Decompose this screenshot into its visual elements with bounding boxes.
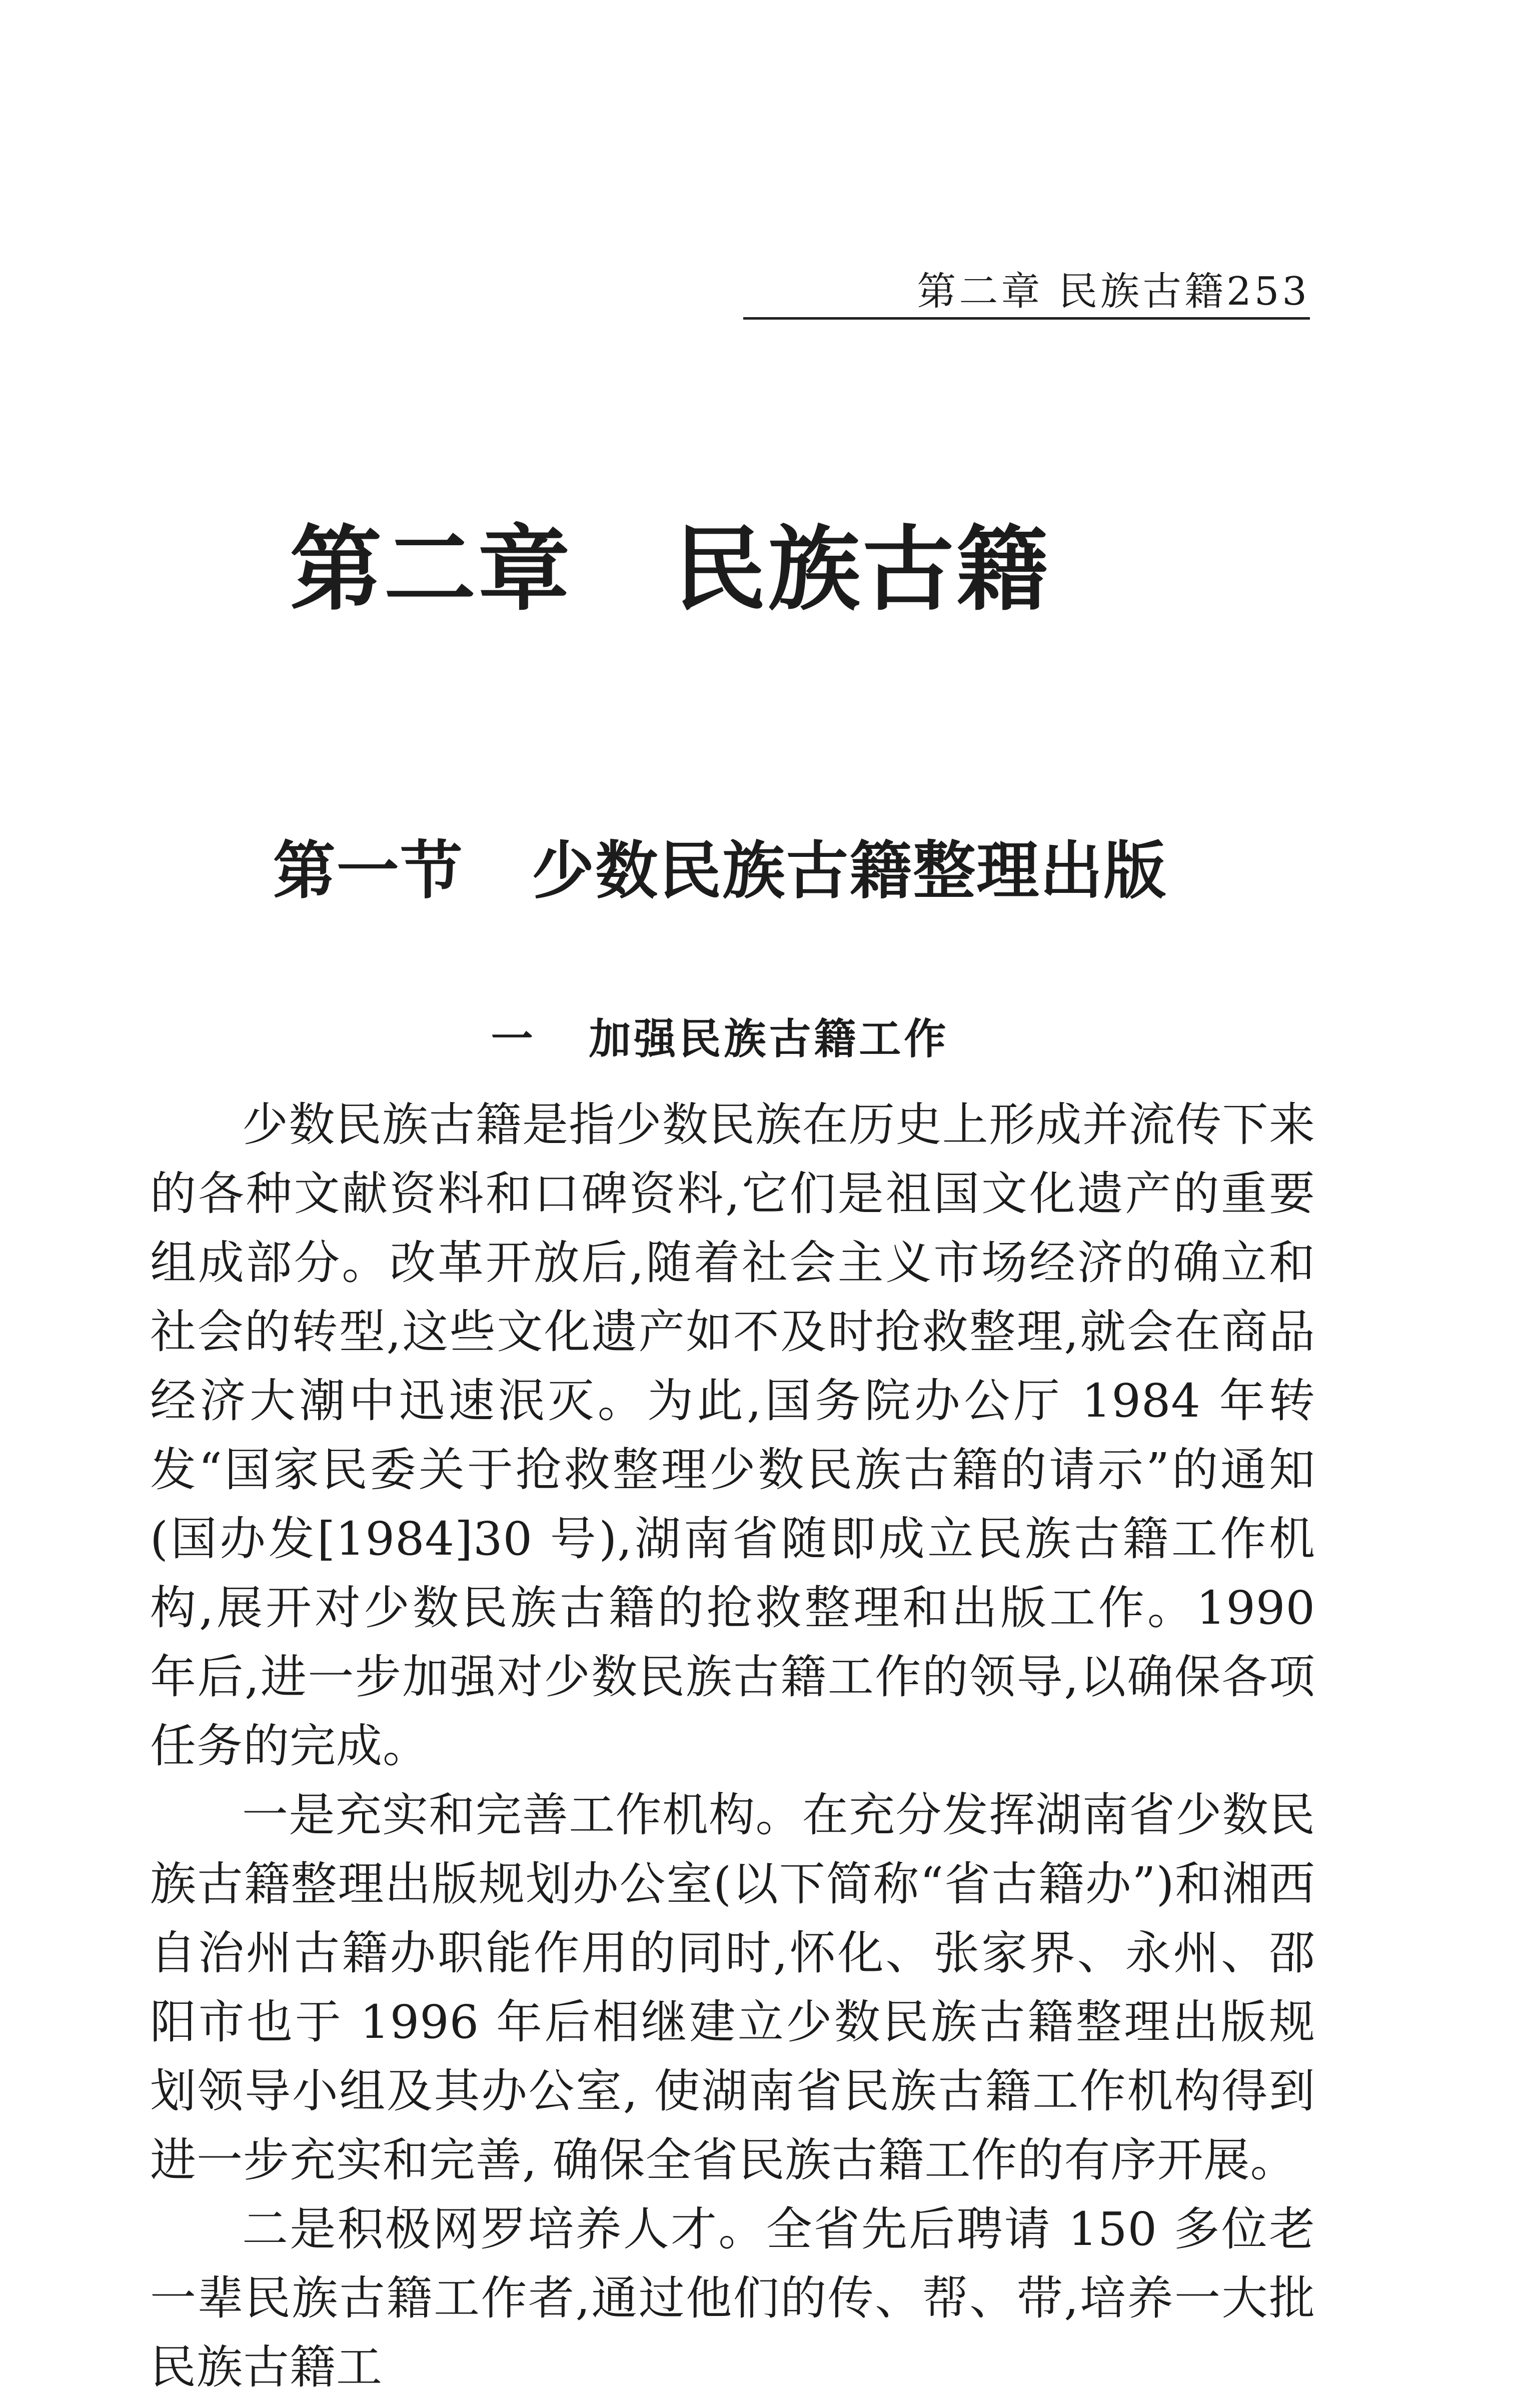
chapter-title: 第二章 民族古籍 [290, 515, 1050, 623]
subsection-title: 一 加强民族古籍工作 [491, 1014, 949, 1063]
running-header: 第二章 民族古籍253 [917, 269, 1310, 314]
paragraph-3: 二是积极网罗培养人才。全省先后聘请 150 多位老一辈民族古籍工作者,通过他们的传、帮、带,培养一大批民族古籍工 [150, 2202, 1315, 2394]
paragraph-2: 一是充实和完善工作机构。在充分发挥湖南省少数民族古籍整理出版规划办公室(以下简称“省古籍办”)和湘西自治州古籍办职能作用的同时,怀化、张家界、永州、邵阳市也于 1996 年后相继建立少数民族古籍整理出版规划领导小组及其办公室, 使湖南省民族古籍工作机构得到进一步充实和完善, 确保全省民族古籍工作的有序开展。 [150, 1788, 1315, 2187]
header-rule [743, 317, 1310, 320]
paragraph-1: 少数民族古籍是指少数民族在历史上形成并流传下来的各种文献资料和口碑资料,它们是祖国文化遗产的重要组成部分。改革开放后,随着社会主义市场经济的确立和社会的转型,这些文化遗产如不及时抢救整理,就会在商品经济大潮中迅速泯灭。为此,国务院办公厅 1984 年转发“国家民委关于抢救整理少数民族古籍的请示”的通知(国办发[1984]30 号),湖南省随即成立民族古籍工作机构,展开对少数民族古籍的抢救整理和出版工作。1990 年后,进一步加强对少数民族古籍工作的领导,以确保各项任务的完成。 [150, 1098, 1315, 1773]
section-title: 第一节 少数民族古籍整理出版 [273, 834, 1167, 907]
body-text [150, 1090, 1315, 2402]
